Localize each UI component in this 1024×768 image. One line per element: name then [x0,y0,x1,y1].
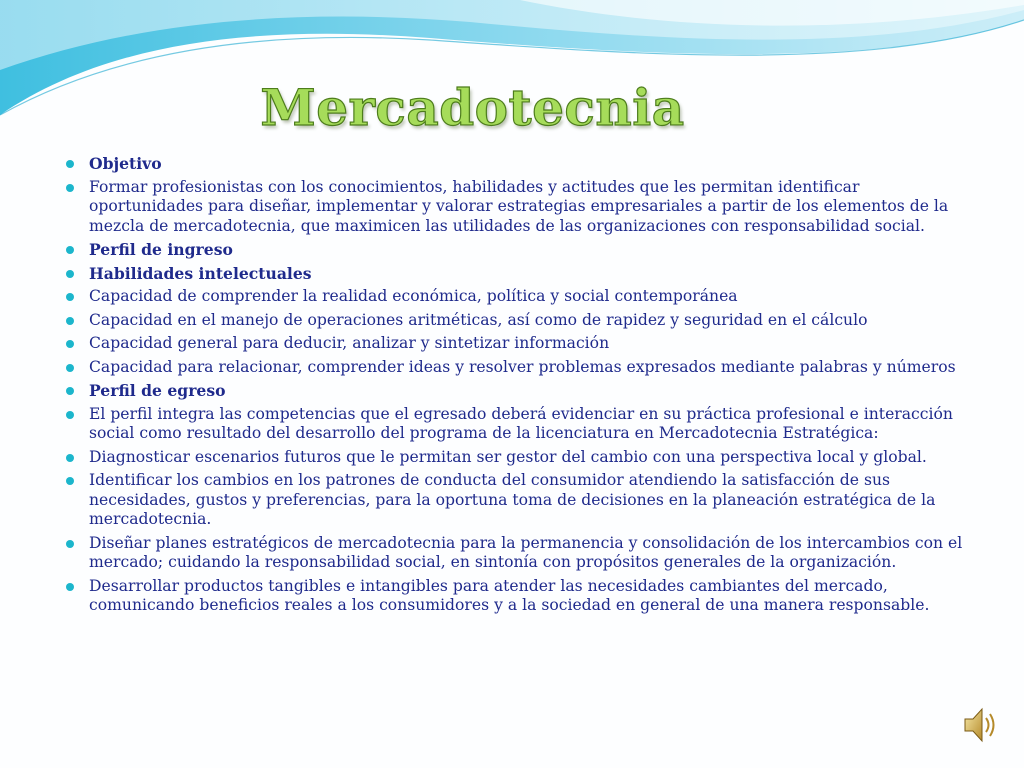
bullet-item: Formar profesionistas con los conocimientos, habilidades y actitudes que les permitan identificar oportunidades para diseñar, implementar y valorar estrategias empresariales a partir de los elementos de la mezcla de mercadotecnia, que maximicen las utilidades de las organizaciones con responsabilidad social. [89,178,969,237]
bullet-item: Desarrollar productos tangibles e intangibles para atender las necesidades cambiantes del mercado, comunicando beneficios reales a los consumidores y a la sociedad en general de una manera responsable. [89,577,969,616]
bullet-list [89,154,969,620]
bullet-item: Capacidad para relacionar, comprender ideas y resolver problemas expresados mediante palabras y números [89,358,969,378]
slide-title: Mercadotecnia [260,78,685,137]
bullet-item: Perfil de ingreso [89,240,969,260]
bullet-item: Diagnosticar escenarios futuros que le permitan ser gestor del cambio con una perspectiva local y global. [89,448,969,468]
bullet-item: Identificar los cambios en los patrones de conducta del consumidor atendiendo la satisfacción de sus necesidades, gustos y preferencias, para la oportuna toma de decisiones en la planeación estratégica de la mercadotecnia. [89,471,969,530]
bullet-item: Perfil de egreso [89,381,969,401]
bullet-item: Capacidad de comprender la realidad económica, política y social contemporánea [89,287,969,307]
speaker-icon[interactable] [962,703,1000,747]
bullet-item: Objetivo [89,154,969,174]
bullet-item: Capacidad general para deducir, analizar y sintetizar información [89,334,969,354]
bullet-item: El perfil integra las competencias que el egresado deberá evidenciar en su práctica profesional e interacción social como resultado del desarrollo del programa de la licenciatura en Mercadotecnia Estratégica: [89,405,969,444]
bullet-item: Habilidades intelectuales [89,264,969,284]
bullet-item: Diseñar planes estratégicos de mercadotecnia para la permanencia y consolidación de los intercambios con el mercado; cuidando la responsabilidad social, en sintonía con propósitos generales de la organización. [89,534,969,573]
bullet-item: Capacidad en el manejo de operaciones aritméticas, así como de rapidez y seguridad en el cálculo [89,311,969,331]
